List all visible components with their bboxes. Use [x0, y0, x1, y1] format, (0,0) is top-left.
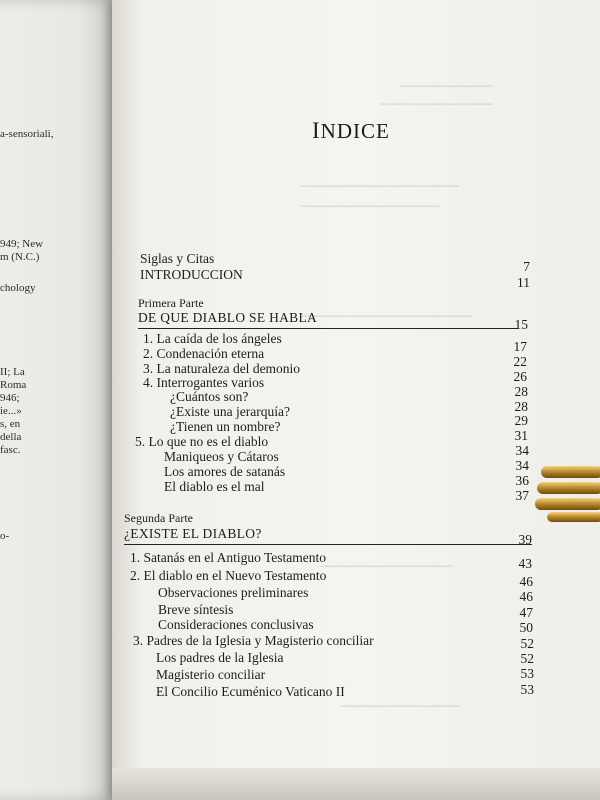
toc-entry: 4. Interrogantes varios	[143, 375, 265, 390]
toc-entry: 2. El diablo en el Nuevo Testamento	[130, 568, 327, 583]
page-title: INDICE	[312, 118, 390, 143]
toc-page-number: 28	[514, 384, 528, 399]
toc-entry: Consideraciones conclusivas	[158, 617, 314, 632]
toc-page-number: 50	[519, 620, 533, 635]
left-page	[0, 0, 120, 800]
toc-entry: 2. Condenación eterna	[143, 346, 265, 361]
left-page-line: Roma	[0, 379, 27, 391]
toc-page-number: 36	[515, 473, 529, 488]
toc-page-number: 39	[518, 532, 532, 547]
toc-entry: 3. Padres de la Iglesia y Magisterio conciliar	[133, 633, 374, 648]
toc-page-number: 47	[519, 605, 533, 620]
left-page-line: s, en	[0, 418, 21, 430]
toc-page-number: 46	[519, 574, 533, 589]
toc-entry: ¿Existe una jerarquía?	[170, 404, 290, 419]
brass-clip	[533, 462, 600, 528]
left-page-line: II; La	[0, 366, 25, 378]
toc-entry: 5. Lo que no es el diablo	[135, 434, 269, 449]
show-through-texture: ━━━━━━━━━━━━━━━━━━━━━━━━	[300, 181, 459, 193]
toc-entry: ¿Cuántos son?	[170, 389, 249, 404]
toc-entry: Magisterio conciliar	[156, 667, 266, 682]
show-through-texture: ━━━━━━━━━━━━━━━━━━━━━	[300, 201, 440, 213]
left-page-line: 949; New	[0, 238, 44, 250]
left-page-line: 946;	[0, 392, 20, 404]
show-through-texture: ━━━━━━━━━━━━━━━━━━	[340, 701, 460, 713]
toc-entry: Siglas y Citas	[140, 251, 215, 266]
show-through-texture: ━━━━━━━━━━━━━━	[400, 81, 493, 93]
toc-page-number: 28	[514, 399, 528, 414]
toc-page-number: 29	[514, 413, 528, 428]
show-through-texture: ━━━━━━━━━━━━━━━━━	[380, 99, 493, 111]
toc-entry: INTRODUCCION	[140, 267, 243, 282]
show-through-texture: ━━━━━━━━━━━━━━━━━━━━━━━━━━	[300, 311, 473, 323]
toc-page-number: 7	[523, 259, 530, 274]
left-page-line: chology	[0, 282, 36, 294]
toc-entry: 1. Satanás en el Antiguo Testamento	[130, 550, 327, 565]
part-label: Segunda Parte	[124, 511, 193, 525]
toc-page-number: 15	[514, 317, 528, 332]
left-page-line: a-sensoriali,	[0, 128, 54, 140]
part-divider	[138, 328, 518, 329]
part-divider	[124, 544, 532, 545]
toc-page-number: 22	[513, 354, 527, 369]
toc-page-number: 37	[515, 488, 529, 503]
left-page-line: m (N.C.)	[0, 251, 40, 263]
toc-page-number: 31	[514, 428, 528, 443]
toc-page-number: 46	[519, 589, 533, 604]
toc-page-number: 34	[515, 443, 529, 458]
toc-entry: 1. La caída de los ángeles	[143, 331, 282, 346]
toc-page-number: 43	[518, 556, 532, 571]
part-title: ¿EXISTE EL DIABLO?	[124, 526, 262, 541]
part-title: DE QUE DIABLO SE HABLA	[138, 310, 318, 325]
toc-page-number: 34	[515, 458, 529, 473]
left-page-line: della	[0, 431, 22, 443]
toc-entry: Breve síntesis	[158, 602, 234, 617]
toc-entry: El diablo es el mal	[164, 479, 265, 494]
toc-page-number: 52	[520, 651, 534, 666]
toc-entry: Maniqueos y Cátaros	[164, 449, 279, 464]
left-page-line: fasc.	[0, 444, 21, 456]
left-page-line: ie...»	[0, 405, 22, 417]
toc-entry: ¿Tienen un nombre?	[170, 419, 281, 434]
toc-entry: Los amores de satanás	[164, 464, 286, 479]
show-through-texture: ━━━━━━━━━━━━━━━━━━━━	[320, 561, 453, 573]
toc-entry: 3. La naturaleza del demonio	[143, 361, 301, 376]
toc-page-number: 26	[513, 369, 527, 384]
toc-page-number: 17	[513, 339, 527, 354]
page-edge	[112, 768, 600, 800]
toc-page-number: 52	[520, 636, 534, 651]
toc-entry: Los padres de la Iglesia	[156, 650, 284, 665]
toc-entry: El Concilio Ecuménico Vaticano II	[156, 684, 345, 699]
toc-page-number: 11	[517, 275, 530, 290]
left-page-line: o-	[0, 530, 10, 542]
toc-entry: Observaciones preliminares	[158, 585, 309, 600]
toc-page-number: 53	[520, 682, 534, 697]
part-label: Primera Parte	[138, 296, 204, 310]
toc-page-number: 53	[520, 666, 534, 681]
